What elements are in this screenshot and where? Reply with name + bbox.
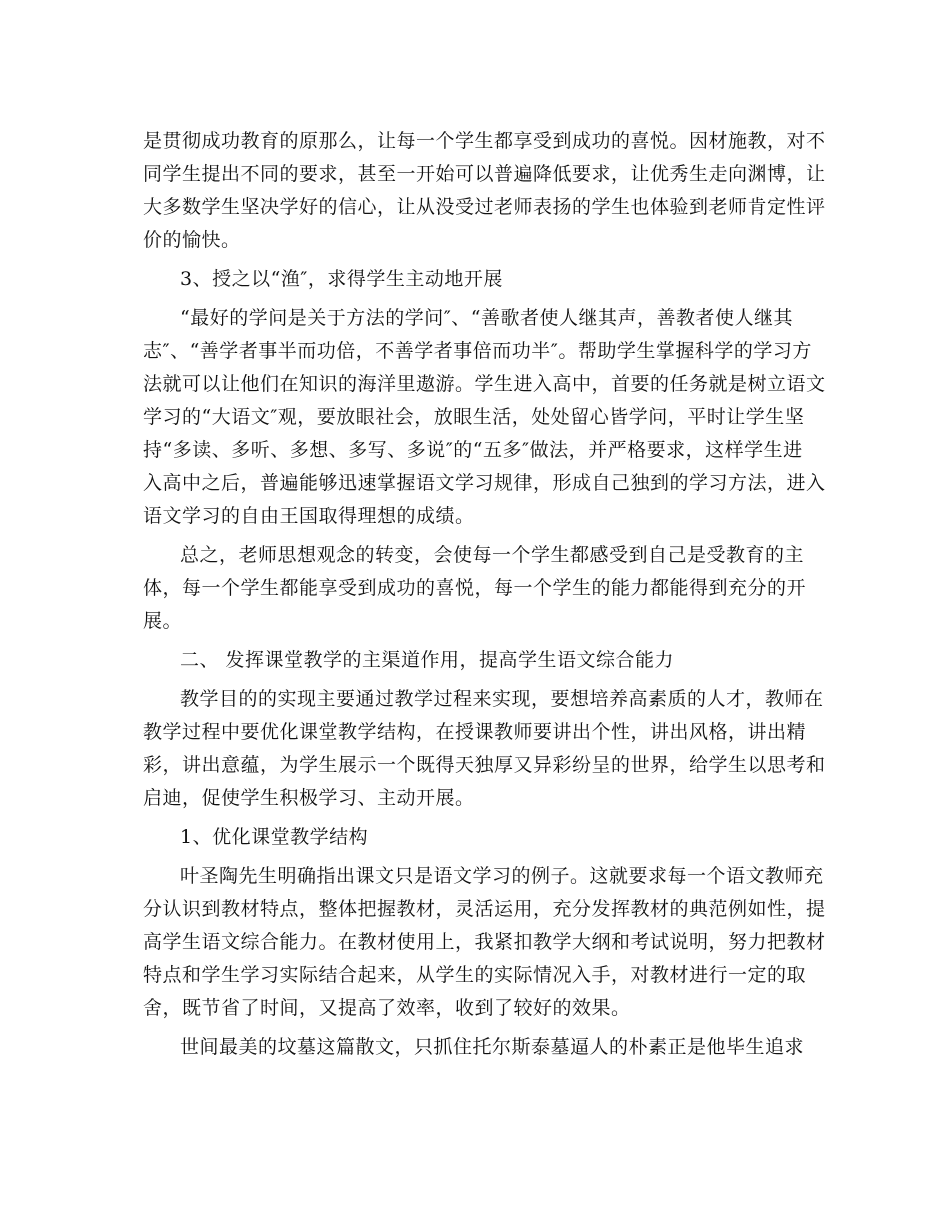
- text-line: 彩，讲出意蕴，为学生展示一个既得天独厚又异彩纷呈的世界，给学生以思考和: [143, 754, 826, 776]
- text-line: 教学过程中要优化课堂教学结构，在授课教师要讲出个性，讲出风格，讲出精: [143, 721, 807, 743]
- text-line: 法就可以让他们在知识的海洋里遨游。学生进入高中，首要的任务就是树立语文: [143, 373, 826, 395]
- section-heading: 1、优化课堂教学结构: [180, 826, 369, 848]
- text-line: 语文学习的自由王国取得理想的成绩。: [143, 505, 475, 527]
- text-line: 教学目的的实现主要通过教学过程来实现，要想培养高素质的人才，教师在: [180, 688, 824, 710]
- document-body: [143, 125, 826, 1064]
- text-line: 体，每一个学生都能享受到成功的喜悦，每一个学生的能力都能得到充分的开: [143, 577, 807, 599]
- text-line: 价的愉快。: [143, 229, 241, 251]
- text-line: 分认识到教材特点，整体把握教材，灵活运用，充分发挥教材的典范例如性，提: [143, 898, 826, 920]
- text-line: 叶圣陶先生明确指出课文只是语文学习的例子。这就要求每一个语文教师充: [180, 865, 824, 887]
- text-line: 舍，既节省了时间，又提高了效率，收到了较好的效果。: [143, 997, 631, 1019]
- text-line: 特点和学生学习实际结合起来，从学生的实际情况入手，对教材进行一定的取: [143, 964, 807, 986]
- text-line: 高学生语文综合能力。在教材使用上，我紧扣教学大纲和考试说明，努力把教材: [143, 931, 826, 953]
- text-line: 志″、“善学者事半而功倍，不善学者事倍而功半″。帮助学生掌握科学的学习方: [143, 340, 812, 362]
- text-line: 是贯彻成功教育的原那么，让每一个学生都享受到成功的喜悦。因材施教，对不: [143, 130, 826, 152]
- text-line: 大多数学生坚决学好的信心，让从没受过老师表扬的学生也体验到老师肯定性评: [143, 196, 826, 218]
- text-line: 持“多读、多听、多想、多写、多说″的“五多″做法，并严格要求，这样学生进: [143, 439, 803, 461]
- text-line: 入高中之后，普遍能够迅速掌握语文学习规律，形成自己独到的学习方法，进入: [143, 472, 826, 494]
- text-line: 学习的“大语文″观，要放眼社会，放眼生活，处处留心皆学问，平时让学生坚: [143, 406, 805, 428]
- section-heading: 二、 发挥课堂教学的主渠道作用，提高学生语文综合能力: [180, 649, 675, 671]
- text-line: 世间最美的坟墓这篇散文，只抓住托尔斯泰墓逼人的朴素正是他毕生追求: [180, 1036, 805, 1058]
- text-line: 启迪，促使学生积极学习、主动开展。: [143, 787, 475, 809]
- text-line: 展。: [143, 610, 183, 632]
- text-line: 同学生提出不同的要求，甚至一开始可以普遍降低要求，让优秀生走向渊博，让: [143, 163, 826, 185]
- text-line: “最好的学问是关于方法的学问″、“善歌者使人继其声，善教者使人继其: [180, 307, 794, 329]
- section-heading: 3、授之以“渔″，求得学生主动地开展: [180, 268, 503, 290]
- text-line: 总之，老师思想观念的转变，会使每一个学生都感受到自己是受教育的主: [180, 544, 805, 566]
